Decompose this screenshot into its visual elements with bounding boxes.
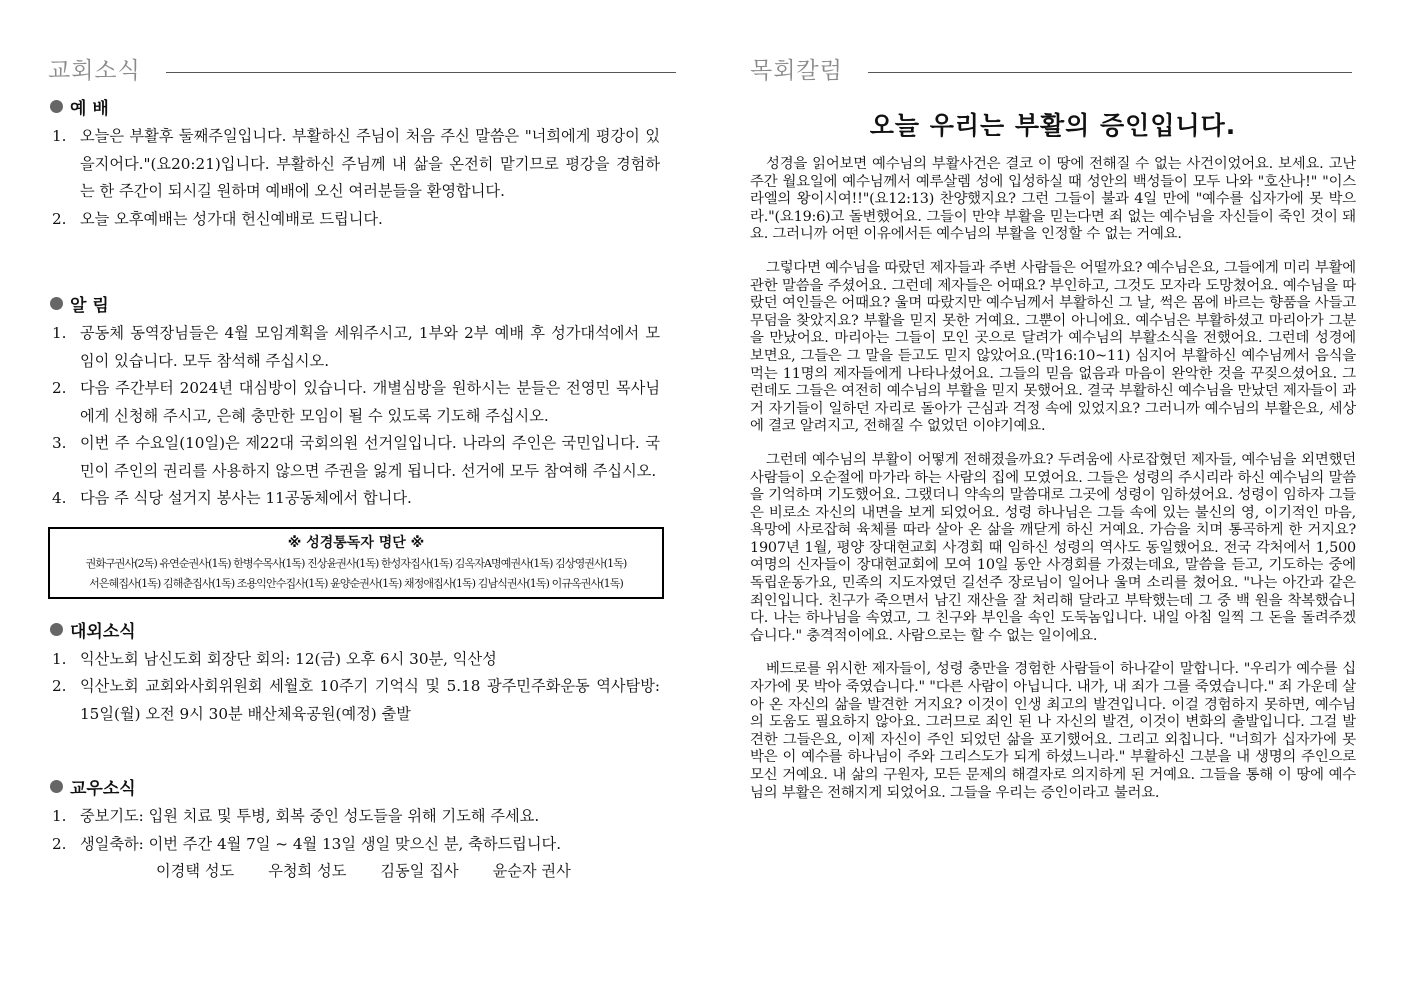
notice-heading: 알 림 bbox=[50, 291, 660, 316]
bible-readers-box bbox=[48, 527, 664, 599]
bullet-icon bbox=[50, 623, 63, 636]
list-item: 2. 다음 주간부터 2024년 대심방이 있습니다. 개별심방을 원하시는 분들은 전영민 목사님에게 신청해 주시고, 은혜 충만한 모임이 될 수 있도록 기도해 주십시오. bbox=[52, 379, 660, 425]
church-news-title: 교회소식 bbox=[48, 58, 141, 84]
readers-title: ※ 성경통독자 명단 ※ bbox=[287, 534, 425, 551]
members-list bbox=[48, 803, 660, 858]
readers-line: 서은혜집사(1독) 김해춘집사(1독) 조용익안수집사(1독) 윤양순권사(1독) 채정애집사(1독) 김남식권사(1독) 이규옥권사(1독) bbox=[89, 576, 623, 590]
birthday-names bbox=[156, 858, 660, 885]
bullet-icon bbox=[50, 297, 63, 310]
list-item: 1. 익산노회 남신도회 회장단 회의: 12(금) 오후 6시 30분, 익산성 bbox=[52, 649, 497, 668]
worship-heading: 예 배 bbox=[50, 94, 660, 119]
list-item: 2. 익산노회 교회와사회위원회 세월호 10주기 기억식 및 5.18 광주민주화운동 역사탐방: 15일(월) 오전 9시 30분 배산체육공원(예정) 출발 bbox=[52, 677, 660, 723]
bullet-icon bbox=[50, 780, 63, 793]
church-news-header bbox=[48, 52, 660, 88]
pastor-column-header bbox=[750, 52, 1356, 88]
birthday-name: 이경택 성도 bbox=[156, 862, 235, 880]
notice-list bbox=[48, 320, 660, 513]
header-rule bbox=[166, 72, 676, 73]
column-paragraph: 성경을 읽어보면 예수님의 부활사건은 결코 이 땅에 전해질 수 없는 사건이었어요. 보세요. 고난주간 월요일에 예수님께서 예루살렘 성에 입성하실 때 성안의 백성들이 모두 나와 "호산나!" "이스라엘의 왕이시여!!"(요12:13) 찬양했지요? 그런 그들이 불과 4일 만에 "예수를 십자가에 못 박으라."(요19:6)고 돌변했어요. 그들이 만약 부활을 믿는다면 죄 없는 예수님을 자신들이 죽인 것이 돼요. 그러니까 어떤 이유에서든 예수님의 부활을 인정할 수 없는 거예요. bbox=[750, 156, 1356, 243]
bullet-icon bbox=[50, 100, 63, 113]
list-item: 1. 중보기도: 입원 치료 및 투병, 회복 중인 성도들을 위해 기도해 주세요. bbox=[52, 807, 540, 825]
birthday-name: 윤순자 권사 bbox=[492, 862, 571, 880]
header-rule bbox=[868, 72, 1352, 73]
readers-line: 권화구권사(2독) 유연순권사(1독) 한병수목사(1독) 진상윤권사(1독) 한성자집사(1독) 김옥자A명예권사(1독) 김상영권사(1독) bbox=[85, 556, 627, 570]
column-paragraph: 베드로를 위시한 제자들이, 성령 충만을 경험한 사람들이 하나같이 말합니다. "우리가 예수를 십자가에 못 박아 죽였습니다." "다른 사람이 아닙니다. 내가, 내 죄가 그를 죽였습니다." 죄 가운데 살아 온 자신의 삶을 발견한 거지요? 이것이 인생 최고의 발견입니다. 이걸 경험하지 못하면, 예수님의 도움도 필요하지 않아요. 그러므로 죄인 된 나 자신의 발견, 이것이 변화의 출발입니다. 그걸 발견한 그들은요, 이제 자신이 주인 되었던 삶을 포기했어요. 그리고 외칩니다. "너희가 십자가에 못 박은 이 예수를 하나님이 주와 그리스도가 되게 하셨느니라." 부활하신 그분을 내 생명의 주인으로 모신 거예요. 내 삶의 구원자, 모든 문제의 해결자로 의지하게 된 거예요. 그들을 통해 이 땅에 예수님의 부활은 전해지게 되었어요. 그들을 우리는 증인이라고 불러요. bbox=[750, 661, 1356, 801]
list-item: 2. 생일축하: 이번 주간 4월 7일 ~ 4월 13일 생일 맞으신 분, 축하드립니다. bbox=[52, 834, 562, 853]
column-title: 오늘 우리는 부활의 증인입니다. bbox=[869, 111, 1237, 140]
external-heading: 대외소식 bbox=[50, 617, 660, 642]
list-item: 1. 오늘은 부활후 둘째주일입니다. 부활하신 주님이 처음 주신 말씀은 "너희에게 평강이 있을지어다."(요20:21)입니다. 부활하신 주님께 내 삶을 온전히 맡기므로 평강을 경험하는 한 주간이 되시길 원하며 예배에 오신 여러분들을 환영합니다. bbox=[52, 127, 660, 200]
column-paragraph: 그렇다면 예수님을 따랐던 제자들과 주변 사람들은 어떨까요? 예수님은요, 그들에게 미리 부활에 관한 말씀을 주셨어요. 그런데 제자들은 어때요? 부인하고, 그것도 모자라 도망쳤어요. 예수님을 따랐던 여인들은 어때요? 울며 따랐지만 예수님께서 부활하신 그 날, 썩은 몸에 바르는 향품을 사들고 무덤을 찾았지요? 부활을 믿지 못한 거예요. 그뿐이 아니에요. 예수님은 부활하셨고 마리아가 그분을 만났어요. 마리아는 그들이 모인 곳으로 달려가 예수님의 부활소식을 전했어요. 그런데 성경에 보면요, 그들은 그 말을 듣고도 믿지 않았어요.(막16:10~11) 심지어 부활하신 예수님께서 음식을 먹는 11명의 제자들에게 나타나셨어요. 그들의 믿음 없음과 마음이 완악한 것을 꾸짖으셨어요. 그런데도 그들은 여전히 예수님의 부활을 믿지 못했어요. 결국 부활하신 예수님을 만났던 제자들이 과거 자기들이 일하던 자리로 돌아가 근심과 걱정 속에 있었지요? 그러니까 예수님의 부활은요, 세상에 결코 알려지고, 전해질 수 없었던 이야기예요. bbox=[750, 259, 1356, 435]
church-news-page bbox=[48, 52, 660, 885]
list-item: 1. 공동체 동역장님들은 4월 모임계획을 세워주시고, 1부와 2부 예배 후 성가대석에서 모임이 있습니다. 모두 참석해 주십시오. bbox=[52, 324, 660, 370]
birthday-name: 우청희 성도 bbox=[268, 862, 347, 880]
list-item: 3. 이번 주 수요일(10일)은 제22대 국회의원 선거일입니다. 나라의 주인은 국민입니다. 국민이 주인의 권리를 사용하지 않으면 주권을 잃게 됩니다. 선거에 모두 참여해 주십시오. bbox=[52, 434, 660, 480]
worship-list bbox=[48, 123, 660, 233]
pastor-column-label: 목회칼럼 bbox=[750, 58, 843, 84]
members-heading: 교우소식 bbox=[50, 774, 660, 799]
list-item: 2. 오늘 오후예배는 성가대 헌신예배로 드립니다. bbox=[52, 209, 383, 228]
external-list bbox=[48, 646, 660, 729]
list-item: 4. 다음 주 식당 설거지 봉사는 11공동체에서 합니다. bbox=[52, 489, 412, 507]
pastor-column-page bbox=[750, 52, 1356, 818]
column-paragraph: 그런데 예수님의 부활이 어떻게 전해졌을까요? 두려움에 사로잡혔던 제자들, 예수님을 외면했던 사람들이 오순절에 마가라 하는 사람의 집에 모였어요. 그들은 성령의 주시리라 하신 예수님의 말씀을 기억하며 기도했어요. 그랬더니 약속의 말씀대로 그곳에 성령이 임하셨어요. 성령이 임하자 그들은 비로소 자신의 내면을 보게 되었어요. 성령 하나님은 그들 속에 있는 불신의 영, 이기적인 마음, 욕망에 사로잡혀 육체를 따라 살아 온 삶을 깨닫게 하신 거예요. 가슴을 치며 통곡하게 한 거지요? 1907년 1월, 평양 장대현교회 사경회 때 임하신 성령의 역사도 동일했어요. 전국 각처에서 1,500여명의 신자들이 장대현교회에 모여 10일 동안 사경회를 가졌는데요, 말씀을 듣고, 기도하는 중에 독립운동가요, 민족의 지도자였던 길선주 장로님이 일어나 울며 소리를 쳤어요. "나는 아간과 같은 죄인입니다. 친구가 죽으면서 남긴 재산을 잘 처리해 달라고 부탁했는데 그 중 백 원을 착복했습니다. 나는 하나님을 속였고, 그 친구와 부인을 속인 도둑놈입니다. 내일 아침 일찍 그 돈을 돌려주겠습니다." 충격적이에요. 사람으로는 할 수 없는 일이에요. bbox=[750, 451, 1356, 644]
birthday-name: 김동일 집사 bbox=[380, 862, 459, 880]
